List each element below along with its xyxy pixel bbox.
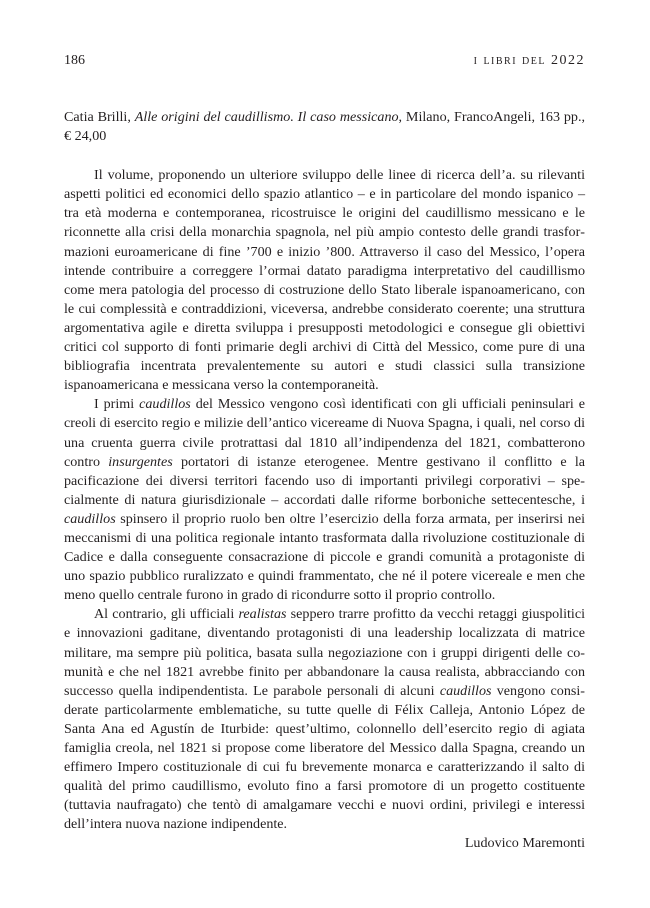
citation-title: Alle origini del caudillismo. Il caso messicano bbox=[134, 109, 399, 125]
running-title: i libri del 2022 bbox=[473, 53, 585, 68]
paragraph-2-italic-2: insurgentes bbox=[108, 453, 173, 470]
citation-publication: , Milano, FrancoAngeli, 163 pp., € 24,00 bbox=[64, 109, 585, 145]
paragraph-2-italic-3: caudillos bbox=[64, 510, 116, 527]
paragraph-3-italic-2: caudillos bbox=[439, 682, 492, 699]
reviewer-name: Ludovico Maremonti bbox=[464, 835, 585, 852]
paragraph-2-italic-1: caudillos bbox=[139, 396, 191, 413]
review-paragraph-1: Il volume, proponendo un ulteriore sviluppo delle linee di ricerca dell’a. su rilevanti aspetti politici ed economici dello spazio atlantico – e in particolare del mondo ispanico – tra età moderna e contemporanea, ricostruisce le origini del caudillismo messicano e le riconnette alla crisi della monarchia spagnola, nel più ampio contesto delle grandi trasformazioni euroamericane di fine ’700 e inizio ’800. Attraverso il caso del Messico, l’opera intende contribuire a correggere l’ormai datato paradigma interpretativo del caudillismo come mera patologia del processo di costruzione dello Stato liberale ispanoamericano, con le cui complessità e contraddizioni, viceversa, andrebbe considerato coerente; una struttura argomentativa agile e diretta sviluppa i presupposti metodologici e consegue gli obiettivi critici col supporto di fonti primarie degli archivi di Città del Messico, come pure di una bibliografia incentrata prevalentemente su autori e studi classici sulla transizione ispanoamericana e messicana verso la contemporaneità. bbox=[64, 167, 585, 394]
running-head bbox=[64, 53, 585, 71]
paragraph-2-text-4: spinsero il proprio ruolo ben oltre l’esercizio della forza armata, per inserirsi nei meccanismi di una politica regionale intanto trasformata dalla rivoluzione costituzionale di Cadice e dalla conseguente consacrazione di piccole e grandi comunità a protagoniste di uno spazio pubblico ruralizzato e quindi frammentato, che né il potere vicereale e men che meno quello centrale furono in grado di ricondurre sotto il proprio controllo. bbox=[64, 510, 585, 604]
paragraph-2-text-2: del Messico vengono così identificati con gli ufficiali peninsulari e creoli di esercito regio e milizie dell’antico vicereame di Nuova Spagna, i quali, nel corso di una cruenta guerra civile protrattasi dal 1810 all’indipendenza del 1821, combatterono contro bbox=[64, 396, 585, 470]
review-entry bbox=[64, 108, 585, 854]
paragraph-3-text-1: Al contrario, gli ufficiali bbox=[94, 606, 239, 623]
book-citation bbox=[64, 108, 585, 146]
paragraph-3-text-3: vengono considerate particolarmente emblematiche, su tutte quelle di Félix Calleja, Antonio López de Santa Ana ed Agustín de Iturbide: quest’ultimo, colonnello dell’esercito regio di agiata famiglia creola, nel 1821 si propose come liberatore del Messico dalla Spagna, creando un effimero Impero costituzionale di cui fu brevemente monarca e caratterizzando il salto di qualità del primo caudillismo, evoluto fino a farsi promotore di un progetto costituente (tuttavia naufragato) che tentò di amalgamare vecchi e nuovi ordini, privilegi e interessi dell’intera nuova nazione indipendente. bbox=[64, 682, 585, 833]
paragraph-2-text-1: I primi bbox=[94, 396, 140, 413]
review-paragraph-2 bbox=[64, 395, 585, 605]
page-number: 186 bbox=[64, 53, 85, 68]
paragraph-3-italic-1: realistas bbox=[238, 606, 287, 623]
paragraph-2-text-3: portatori di istanze eterogenee. Mentre gestivano il conflitto e la pacificazione dei diversi territori facendo uso di importanti privilegi corporativi – specialmente di natura giurisdizionale – accordati dalle riforme borboniche settecentesche, i bbox=[64, 453, 585, 508]
paragraph-3-text-2: seppero trarre profitto da vecchi retaggi giuspolitici e innovazioni gaditane, diventando protagonisti di una leadership localizzata di matrice militare, ma sempre più politica, basata sulla negoziazione con i gruppi dirigenti delle comunità e che nel 1821 avrebbe finito per abbandonare la causa realista, abbracciando con successo quella indipendentista. Le parabole personali di alcuni bbox=[64, 606, 586, 699]
review-paragraph-3 bbox=[64, 605, 585, 834]
citation-author: Catia Brilli, bbox=[64, 109, 135, 125]
